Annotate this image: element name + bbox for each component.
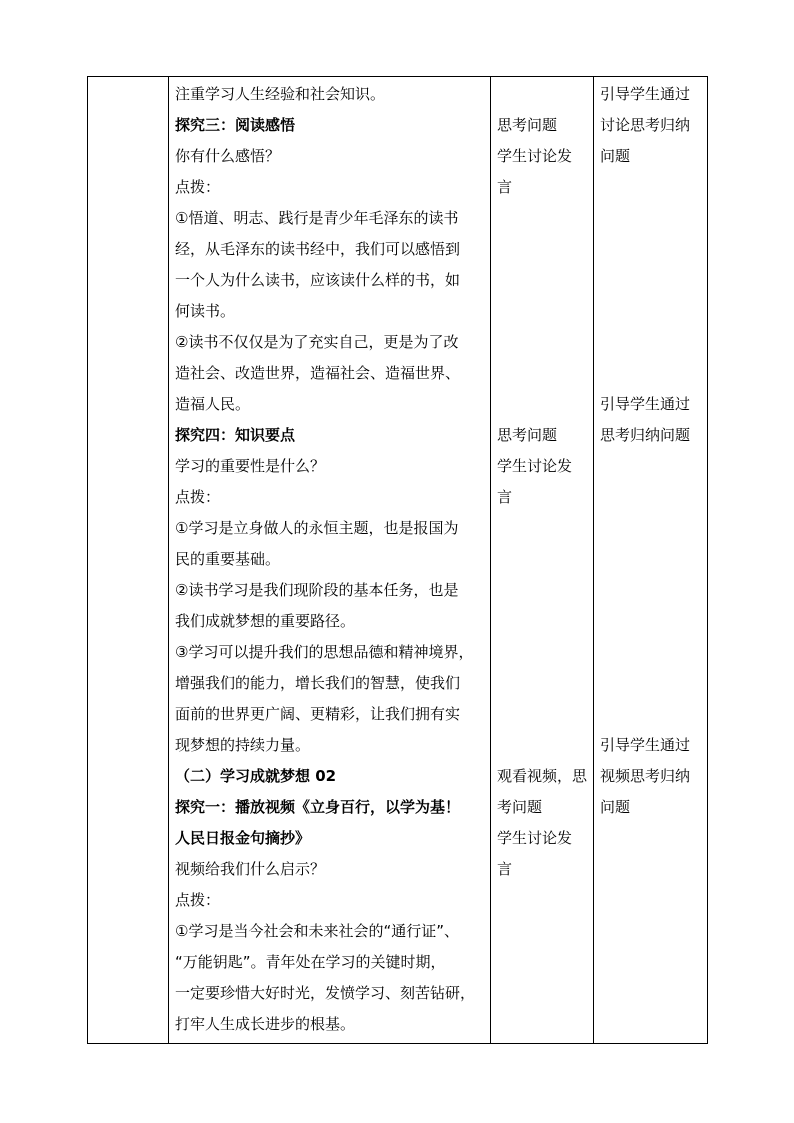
activity-line: 言: [497, 178, 513, 196]
content-line: 何读书。: [175, 302, 236, 320]
activity-line: 学生讨论发: [497, 147, 573, 165]
section-heading: 人民日报金句摘抄》: [175, 829, 311, 847]
content-line: 民的重要基础。: [175, 550, 281, 568]
intent-line: 引导学生通过: [600, 395, 691, 413]
content-line: 经，从毛泽东的读书经中，我们可以感悟到: [175, 240, 461, 258]
activity-line: 考问题: [497, 798, 543, 816]
intent-line: 引导学生通过: [600, 85, 691, 103]
content-line: 造社会、改造世界，造福社会、造福世界、: [175, 364, 461, 382]
empty-cell: [88, 77, 169, 1044]
content-line: 打牢人生成长进步的根基。: [175, 1015, 356, 1033]
teaching-content-cell: [169, 77, 491, 1044]
design-intent-cell: [594, 77, 708, 1044]
content-line: 一个人为什么读书，应该读什么样的书，如: [175, 271, 461, 289]
content-line: 面前的世界更广阔、更精彩，让我们拥有实: [175, 705, 461, 723]
content-line: ①学习是当今社会和未来社会的“通行证”、: [175, 922, 459, 940]
content-line: ③学习可以提升我们的思想品德和精神境界，: [175, 643, 474, 661]
content-line: ②读书学习是我们现阶段的基本任务，也是: [175, 581, 459, 599]
content-line: 点拨：: [175, 891, 221, 909]
activity-line: 观看视频，思: [497, 767, 588, 785]
activity-line: 言: [497, 860, 513, 878]
content-line: ①学习是立身做人的永恒主题，也是报国为: [175, 519, 459, 537]
section-heading: （二）学习成就梦想 02: [175, 767, 337, 785]
intent-line: 问题: [600, 147, 631, 165]
content-line: 视频给我们什么启示？: [175, 860, 326, 878]
section-heading: 探究三：阅读感悟: [175, 116, 296, 134]
content-line: 注重学习人生经验和社会知识。: [175, 85, 386, 103]
content-line: 你有什么感悟？: [175, 147, 281, 165]
activity-line: 思考问题: [497, 116, 558, 134]
content-line: 现梦想的持续力量。: [175, 736, 311, 754]
content-line: 点拨：: [175, 488, 221, 506]
content-line: 造福人民。: [175, 395, 251, 413]
section-heading: 探究四：知识要点: [175, 426, 296, 444]
intent-line: 思考归纳问题: [600, 426, 691, 444]
content-line: 我们成就梦想的重要路径。: [175, 612, 356, 630]
content-line: 学习的重要性是什么？: [175, 457, 326, 475]
student-activity-cell: [491, 77, 594, 1044]
content-line: 点拨：: [175, 178, 221, 196]
activity-line: 学生讨论发: [497, 829, 573, 847]
intent-line: 讨论思考归纳: [600, 116, 691, 134]
intent-line: 引导学生通过: [600, 736, 691, 754]
content-line: 一定要珍惜大好时光，发愤学习、刻苦钻研，: [175, 984, 476, 1002]
content-line: ②读书不仅仅是为了充实自己，更是为了改: [175, 333, 459, 351]
table-row: [88, 77, 708, 1044]
content-line: 增强我们的能力，增长我们的智慧，使我们: [175, 674, 461, 692]
activity-line: 思考问题: [497, 426, 558, 444]
activity-line: 学生讨论发: [497, 457, 573, 475]
lesson-plan-table: [87, 76, 708, 1044]
content-line: “万能钥匙”。青年处在学习的关键时期，: [175, 953, 446, 971]
intent-line: 视频思考归纳: [600, 767, 691, 785]
intent-line: 问题: [600, 798, 631, 816]
content-line: ①悟道、明志、践行是青少年毛泽东的读书: [175, 209, 459, 227]
section-heading: 探究一：播放视频《立身百行，以学为基！: [175, 798, 461, 816]
activity-line: 言: [497, 488, 513, 506]
